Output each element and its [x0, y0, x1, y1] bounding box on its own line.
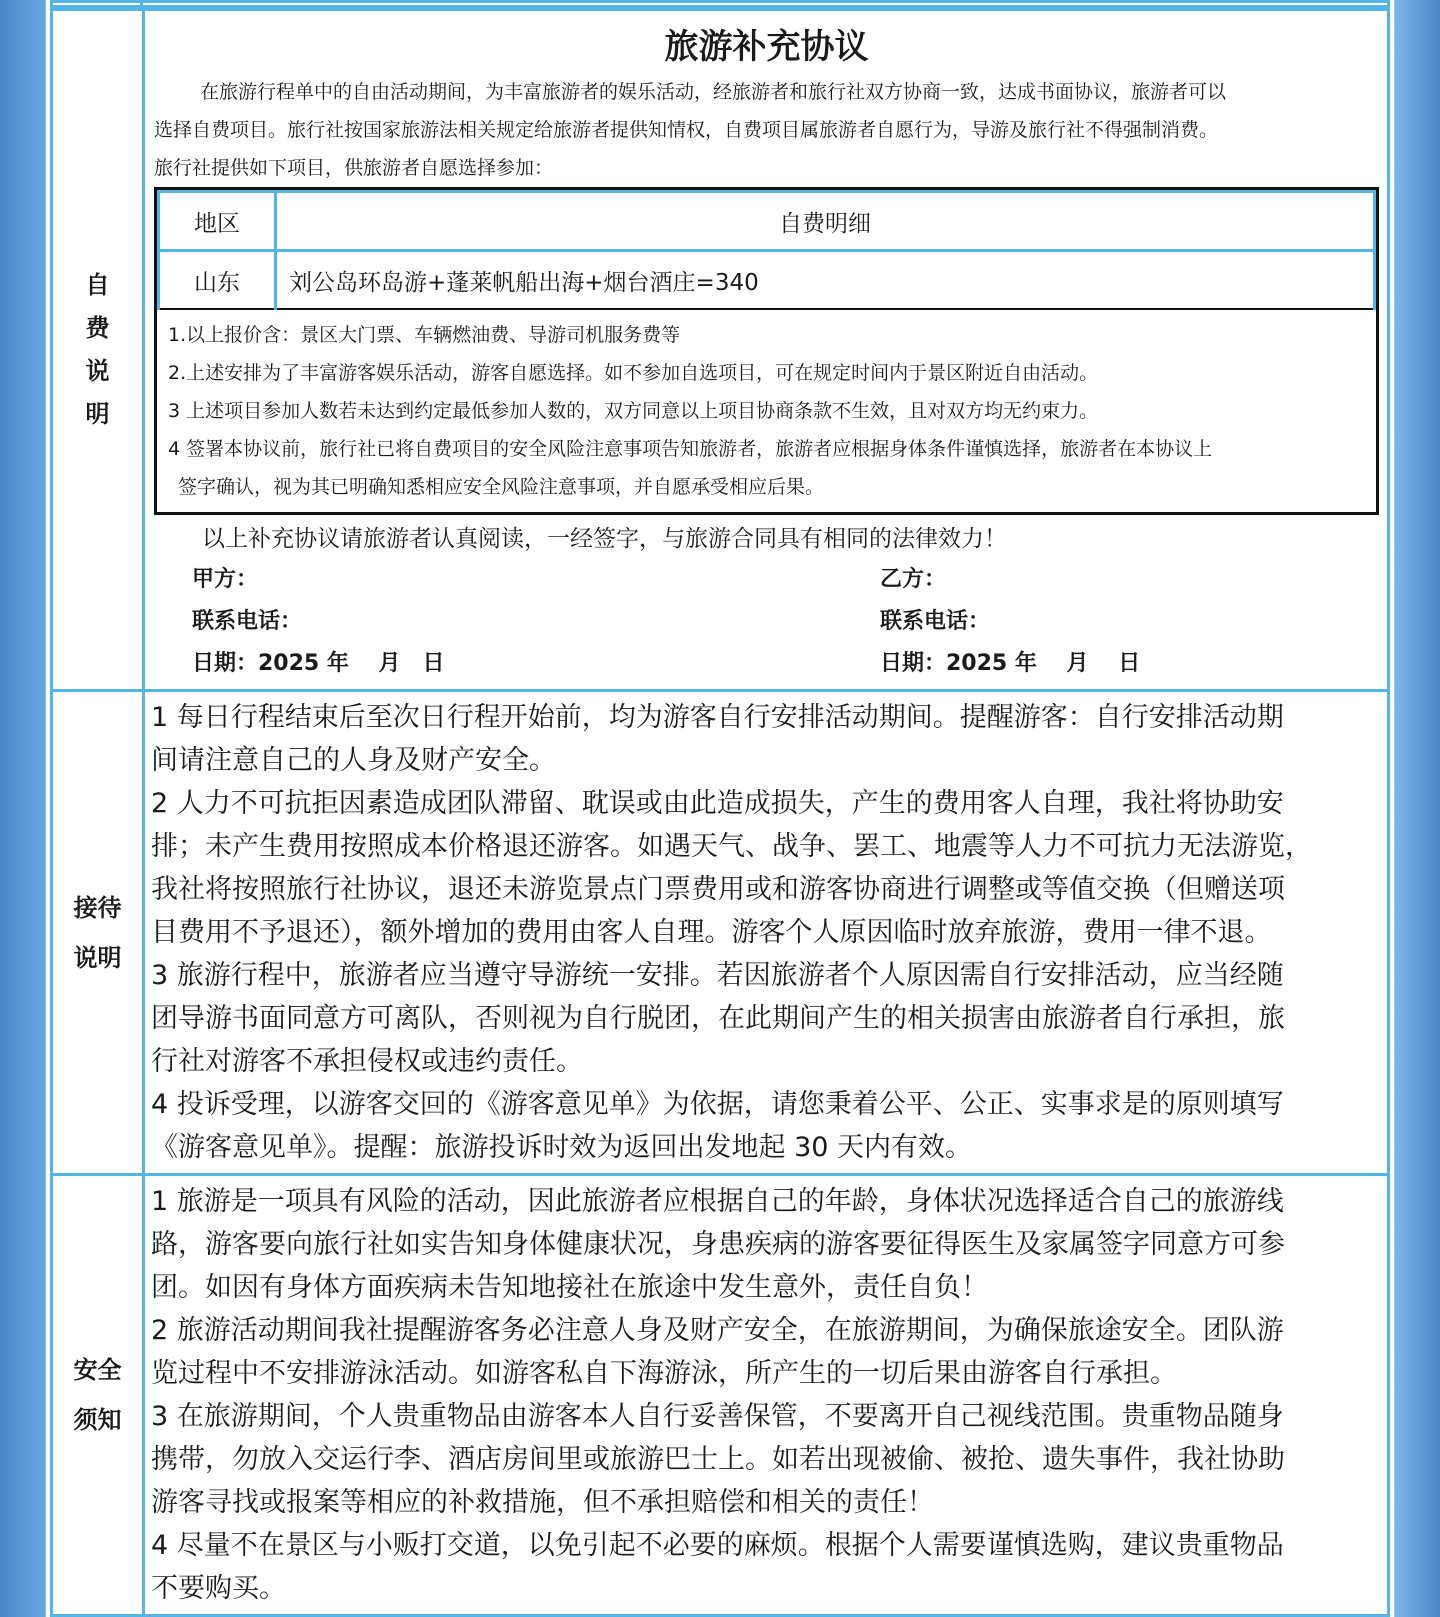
cell-region: 山东 — [159, 251, 276, 310]
contract-table — [50, 8, 1390, 1617]
document-page — [50, 0, 1390, 1604]
party-b-date: 日期：2025 年 月 日 — [880, 651, 1141, 676]
section-self-pay — [52, 10, 1389, 691]
top-border-strip — [50, 0, 1390, 8]
cell-detail: 刘公岛环岛游+蓬莱帆船出海+烟台酒庄=340 — [276, 251, 1375, 310]
party-b-block — [880, 559, 1140, 685]
party-a-date: 日期：2025 年 月 日 — [192, 651, 445, 676]
section-label-reception: 接待 说明 — [52, 691, 144, 1175]
agreement-intro: 在旅游行程单中的自由活动期间，为丰富旅游者的娱乐活动，经旅游者和旅行社双方协商一致，达成书面协议，旅游者可以 选择自费项目。旅行社按国家旅游法相关规定给旅游者提供知情权，自费项目属旅游者自愿行为，导游及旅行社不得强制消费。 旅行社提供如下项目，供旅游者自愿选择参加： — [154, 81, 1227, 179]
party-b-phone: 联系电话： — [880, 609, 991, 634]
signature-block — [154, 559, 1379, 685]
self-pay-notes: 1.以上报价含：景区大门票、车辆燃油费、导游司机服务费等 2.上述安排为了丰富游客娱乐活动，游客自愿选择。如不参加自选项目，可在规定时间内于景区附近自由活动。 3 上述项目参加人数若未达到约定最低参加人数的，双方同意以上项目协商条款不生效，且对双方均无约束力。 4 签署本协议前，旅行社已将自费项目的安全风险注意事项告知旅游者，旅游者应根据身体条件谨慎选择，旅游者在本协议上 签字确认，视为其已明确知悉相应安全风险注意事项，并自愿承受相应后果。 — [168, 324, 1213, 498]
party-a-name: 甲方： — [192, 567, 259, 592]
self-pay-items-table — [157, 190, 1376, 310]
party-b-name: 乙方： — [880, 567, 947, 592]
section-label-self-pay: 自 费 说 明 — [52, 10, 144, 691]
agreement-closing: 以上补充协议请旅游者认真阅读，一经签字，与旅游合同具有相同的法律效力！ — [202, 526, 1007, 552]
section-reception — [52, 691, 1389, 1175]
agreement-title: 旅游补充协议 — [664, 27, 869, 67]
header-detail: 自费明细 — [276, 192, 1375, 251]
section-safety — [52, 1175, 1389, 1616]
self-pay-items-box — [154, 187, 1379, 515]
party-a-phone: 联系电话： — [192, 609, 303, 634]
section-label-safety: 安全 须知 — [52, 1175, 144, 1616]
table-row — [159, 251, 1375, 310]
section-content-safety: 1 旅游是一项具有风险的活动，因此旅游者应根据自己的年龄，身体状况选择适合自己的旅游线 路，游客要向旅行社如实告知身体健康状况，身患疾病的游客要征得医生及家属签字同意方可参 团。如因有身体方面疾病未告知地接社在旅途中发生意外，责任自负！ 2 旅游活动期间我社提醒游客务必注意人身及财产安全，在旅游期间，为确保旅途安全。团队游 览过程中不安排游泳活动。如游客私自下海游泳，所产生的一切后果由游客自行承担。 3 在旅游期间，个人贵重物品由游客本人自行妥善保管，不要离开自己视线范围。贵重物品随身 携带，勿放入交运行李、酒店房间里或旅游巴士上。如若出现被偷、被抢、遗失事件，我社协助 游客寻找或报案等相应的补救措施，但不承担赔偿和相关的责任！ 4 尽量不在景区与小贩打交道，以免引起不必要的麻烦。根据个人需要谨慎选购，建议贵重物品 不要购买。 — [144, 1175, 1389, 1616]
section-content-reception: 1 每日行程结束后至次日行程开始前，均为游客自行安排活动期间。提醒游客：自行安排活动期 间请注意自己的人身及财产安全。 2 人力不可抗拒因素造成团队滞留、耽误或由此造成损失，产生的费用客人自理，我社将协助安 排；未产生费用按照成本价格退还游客。如遇天气、战争、罢工、地震等人力不可抗力无法游览， 我社将按照旅行社协议，退还未游览景点门票费用或和游客协商进行调整或等值交换（但赠送项 目费用不予退还），额外增加的费用由客人自理。游客个人原因临时放弃旅游，费用一律不退。 3 旅游行程中，旅游者应当遵守导游统一安排。若因旅游者个人原因需自行安排活动，应当经随 团导游书面同意方可离队，否则视为自行脱团，在此期间产生的相关损害由旅游者自行承担，旅 行社对游客不承担侵权或违约责任。 4 投诉受理，以游客交回的《游客意见单》为依据，请您秉着公平、公正、实事求是的原则填写 《游客意见单》。提醒：旅游投诉时效为返回出发地起 30 天内有效。 — [144, 691, 1389, 1175]
header-region: 地区 — [159, 192, 276, 251]
table-header-row — [159, 192, 1375, 251]
party-a-block — [192, 559, 880, 685]
section-content-self-pay — [144, 10, 1389, 691]
